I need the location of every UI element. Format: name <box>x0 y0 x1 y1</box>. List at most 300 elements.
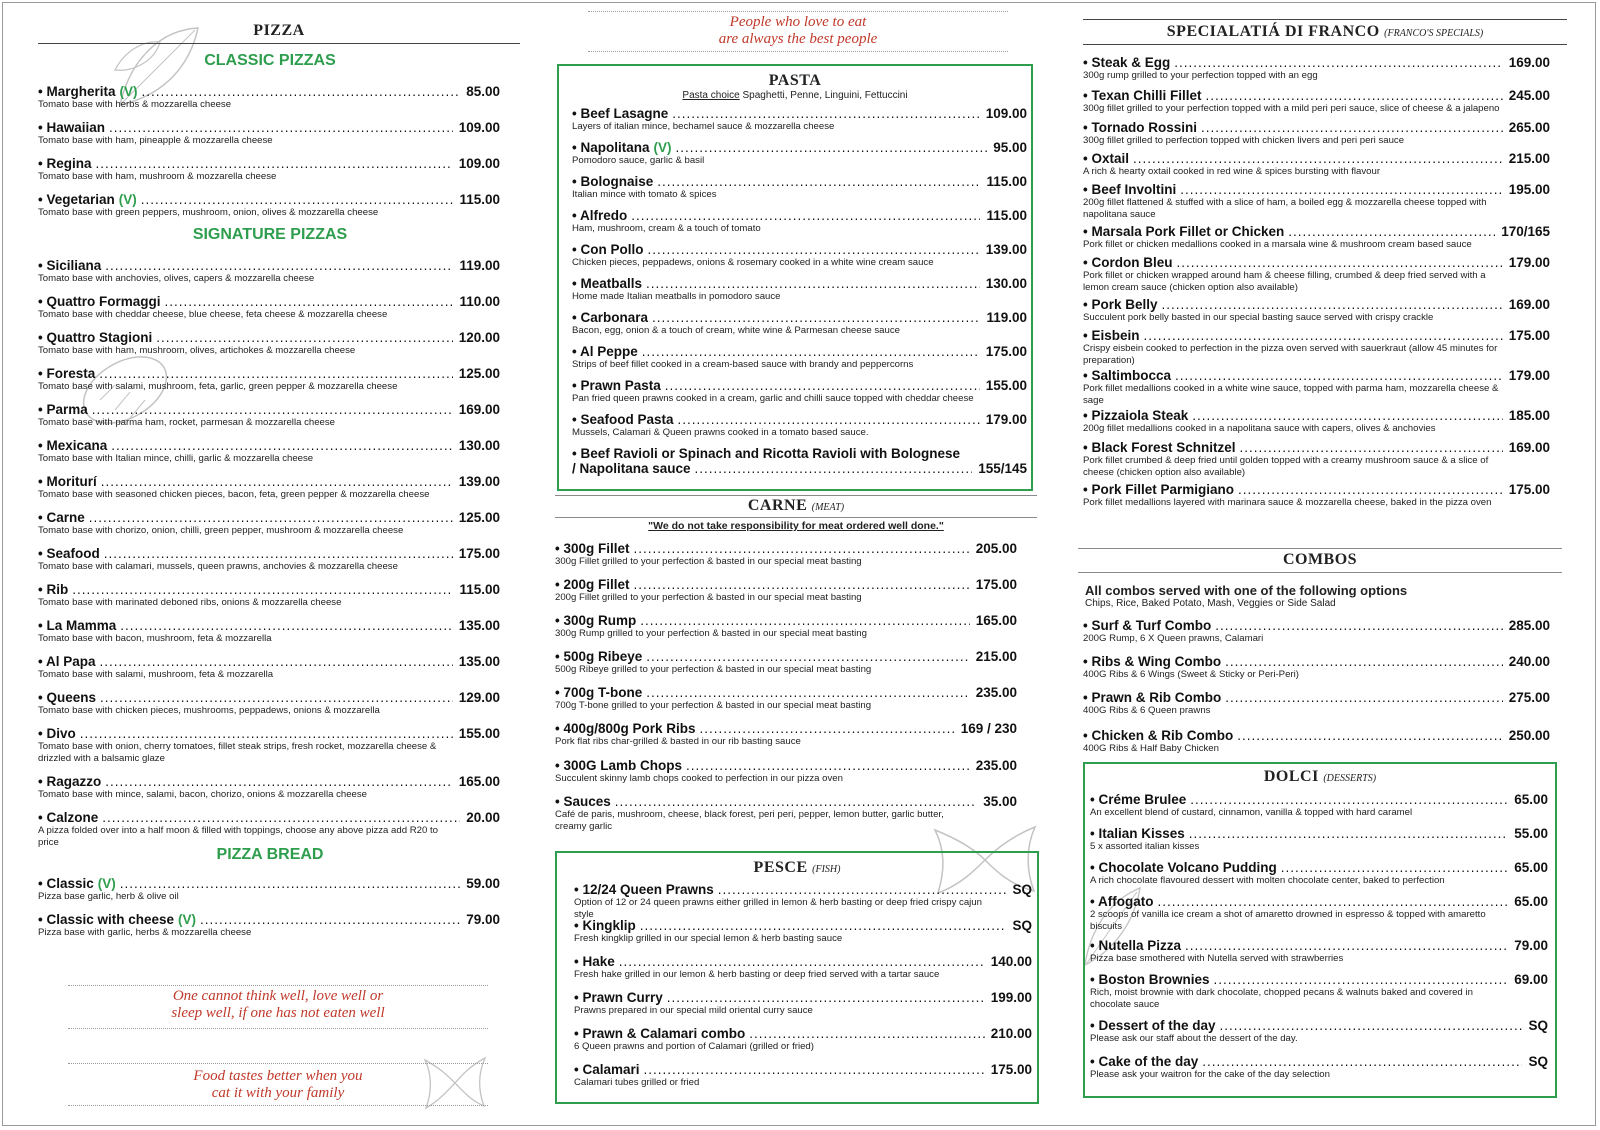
item-description: Tomato base with parma ham, rocket, parmesan & mozzarella cheese <box>38 417 336 428</box>
menu-item <box>1090 1018 1548 1045</box>
item-description: Tomato base with ham, mushroom, olives, artichokes & mozzarella cheese <box>38 345 356 356</box>
item-description: Tomato base with salami, mushroom, feta, garlic, green pepper & mozzarella cheese <box>38 381 398 392</box>
item-price: 175.00 <box>1508 482 1550 497</box>
quote-divider <box>68 985 488 986</box>
item-name: • Steak & Egg <box>1083 55 1171 70</box>
item-description: Café de paris, mushroom, cheese, black forest, peri peri, pepper, lemon butter, garlic butter, creamy garlic <box>555 809 944 832</box>
menu-item <box>1083 618 1550 645</box>
item-price: 155.00 <box>458 726 500 741</box>
item-price: 109.00 <box>458 120 500 135</box>
item-name: • Quattro Formaggi <box>38 294 161 309</box>
item-name: • 700g T-bone <box>555 685 643 700</box>
item-leader-dots <box>1215 618 1502 633</box>
item-leader-dots <box>141 192 454 207</box>
item-name: • Texan Chilli Fillet <box>1083 88 1202 103</box>
item-price: 235.00 <box>975 685 1017 700</box>
item-leader-dots <box>642 344 980 359</box>
signature-pizzas-title: SIGNATURE PIZZAS <box>192 226 348 243</box>
item-leader-dots <box>634 541 970 556</box>
item-name: • Italian Kisses <box>1090 826 1185 841</box>
item-description: 200g Fillet grilled to your perfection & basted in our special meat basting <box>555 592 862 603</box>
item-price: 169 / 230 <box>960 721 1017 736</box>
item-name: • Pork Fillet Parmigiano <box>1083 482 1235 497</box>
item-description: 300g Rump grilled to your perfection & basted in our special meat basting <box>555 628 867 639</box>
pasta-choice <box>557 90 1033 101</box>
item-price: 115.00 <box>459 582 500 597</box>
item-price: 119.00 <box>459 258 500 273</box>
item-price: 85.00 <box>466 84 500 99</box>
item-leader-dots <box>120 876 460 891</box>
item-price: 245.00 <box>1508 88 1550 103</box>
item-description: 200G Rump, 6 X Queen prawns, Calamari <box>1083 633 1264 644</box>
menu-item <box>38 330 500 357</box>
pasta-choice-list: Spaghetti, Penne, Linguini, Fettuccini <box>739 90 908 101</box>
item-price: 129.00 <box>458 690 500 705</box>
menu-item <box>572 344 1027 371</box>
item-name: • 500g Ribeye <box>555 649 643 664</box>
item-name: • Regina <box>38 156 92 171</box>
combos-intro: All combos served with one of the following options <box>1085 583 1408 598</box>
item-price: 65.00 <box>1514 860 1548 875</box>
item-name: • Prawn & Calamari combo <box>574 1026 746 1041</box>
menu-item <box>1090 972 1548 1010</box>
item-price: 120.00 <box>458 330 500 345</box>
item-price: 165.00 <box>975 613 1017 628</box>
menu-item <box>572 378 1027 405</box>
pizza-header: PIZZA <box>253 22 305 39</box>
specials-header-rule <box>1083 44 1567 45</box>
item-name: • Saltimbocca <box>1083 368 1172 383</box>
quote-best-people: People who love to eat are always the best people <box>718 14 878 47</box>
vegetarian-badge: (V) <box>178 912 197 927</box>
pesce-header: PESCE (FISH) <box>753 859 841 876</box>
item-price: 169.00 <box>458 402 500 417</box>
item-leader-dots <box>1192 408 1502 423</box>
menu-item <box>1083 224 1550 251</box>
menu-item <box>572 140 1027 167</box>
item-price: 175.00 <box>975 577 1017 592</box>
item-leader-dots <box>1206 88 1503 103</box>
item-price: 125.00 <box>458 366 500 381</box>
item-leader-dots <box>640 613 969 628</box>
item-leader-dots <box>92 402 453 417</box>
menu-item <box>572 242 1027 269</box>
item-leader-dots <box>1157 894 1508 909</box>
item-leader-dots <box>142 84 461 99</box>
item-name: • Carne <box>38 510 85 525</box>
item-name: • Carbonara <box>572 310 648 325</box>
specials-header: SPECIALATIÁ DI FRANCO (FRANCO'S SPECIALS) <box>1166 23 1484 40</box>
menu-item <box>38 810 500 848</box>
menu-item <box>574 990 1032 1017</box>
item-description: Succulent skinny lamb chops cooked to perfection in our pizza oven <box>555 773 843 784</box>
item-name: • Chicken & Rib Combo <box>1083 728 1234 743</box>
item-leader-dots <box>634 577 970 592</box>
item-name: • Eisbein <box>1083 328 1140 343</box>
item-leader-dots <box>100 654 453 669</box>
item-name: • Beef Involtini <box>1083 182 1177 197</box>
item-price: 235.00 <box>975 758 1017 773</box>
item-price: 205.00 <box>975 541 1017 556</box>
item-leader-dots <box>1133 151 1503 166</box>
item-description: Please ask our staff about the dessert of the day. <box>1090 1033 1298 1044</box>
item-description: 400G Ribs & Half Baby Chicken <box>1083 743 1219 754</box>
item-description: 5 x assorted italian kisses <box>1090 841 1200 852</box>
item-price: 119.00 <box>986 310 1027 325</box>
item-price: 265.00 <box>1508 120 1550 135</box>
menu-item <box>1083 654 1550 681</box>
menu-item <box>1083 408 1550 435</box>
item-price: 155/145 <box>978 461 1027 476</box>
item-description: Rich, moist brownie with dark chocolate, chopped pecans & walnuts baked and covered in chocolate sauce <box>1090 987 1473 1010</box>
item-name: • Calamari <box>574 1062 640 1077</box>
item-name: • 12/24 Queen Prawns <box>574 882 714 897</box>
item-leader-dots <box>72 582 453 597</box>
item-description: Bacon, egg, onion & a touch of cream, white wine & Parmesan cheese sauce <box>572 325 900 336</box>
item-price: 69.00 <box>1514 972 1548 987</box>
menu-item <box>1090 826 1548 853</box>
item-name: • 400g/800g Pork Ribs <box>555 721 696 736</box>
combos-header: COMBOS <box>1282 551 1358 568</box>
combos-header-rule-top <box>1078 548 1562 549</box>
item-description: A rich & hearty oxtail cooked in red wine & spices bursting with flavour <box>1083 166 1381 177</box>
item-leader-dots <box>646 276 980 291</box>
item-description: Tomato base with cheddar cheese, blue cheese, feta cheese & mozzarella cheese <box>38 309 388 320</box>
item-name: • Nutella Pizza <box>1090 938 1181 953</box>
item-leader-dots <box>101 474 453 489</box>
menu-item <box>574 882 1032 920</box>
item-description: 200g fillet medallions cooked in a napolitana sauce with capers, olives & anchovies <box>1083 423 1436 434</box>
menu-item <box>1090 1054 1548 1081</box>
item-description: 400G Ribs & 6 Queen prawns <box>1083 705 1211 716</box>
item-description: Option of 12 or 24 queen prawns either grilled in lemon & herb basting or deep fried crispy cajun style <box>574 897 982 920</box>
item-price: 35.00 <box>983 794 1017 809</box>
item-leader-dots <box>1175 368 1503 383</box>
item-price: 210.00 <box>990 1026 1032 1041</box>
item-leader-dots <box>105 774 452 789</box>
item-description: Pan fried queen prawns cooked in a cream, garlic and chilli sauce topped with cheddar cheese <box>572 393 974 404</box>
item-name: • Meatballs <box>572 276 642 291</box>
item-leader-dots <box>1202 1054 1522 1069</box>
item-name: • Classic with cheese <box>38 912 175 927</box>
item-leader-dots <box>89 510 453 525</box>
item-description: Pizza base garlic, herb & olive oil <box>38 891 179 902</box>
item-price: 179.00 <box>1508 368 1550 383</box>
menu-item <box>1083 151 1550 178</box>
item-description: Pork fillet medallions cooked in a white wine sauce, topped with parma ham, mozzarella cheese & sage <box>1083 383 1499 406</box>
item-price: 169.00 <box>1508 297 1550 312</box>
quote-family: Food tastes better when you cat it with your family <box>193 1068 363 1101</box>
item-leader-dots <box>1144 328 1503 343</box>
item-price: 139.00 <box>985 242 1027 257</box>
item-leader-dots <box>1288 224 1495 239</box>
item-name: • Beef Lasagne <box>572 106 669 121</box>
item-name: • Rib <box>38 582 69 597</box>
item-leader-dots <box>96 156 453 171</box>
item-description: 300g rump grilled to your perfection topped with an egg <box>1083 70 1318 81</box>
menu-item <box>555 577 1017 604</box>
item-description: 300g fillet grilled to perfection topped with chicken livers and peri peri sauce <box>1083 135 1405 146</box>
item-description: Tomato base with bacon, mushroom, feta & mozzarella <box>38 633 272 644</box>
menu-item <box>38 192 500 219</box>
item-description: Tomato base with marinated deboned ribs, onions & mozzarella cheese <box>38 597 342 608</box>
item-description: Succulent pork belly basted in our special basting sauce served with crispy crackle <box>1083 312 1434 323</box>
item-leader-dots <box>646 685 969 700</box>
item-price: SQ <box>1012 918 1032 933</box>
item-name: • Affogato <box>1090 894 1154 909</box>
item-leader-dots <box>678 412 980 427</box>
item-leader-dots <box>631 208 980 223</box>
item-name: • Quattro Stagioni <box>38 330 153 345</box>
item-leader-dots <box>640 918 1007 933</box>
item-price: 199.00 <box>990 990 1032 1005</box>
item-name: • Prawn Pasta <box>572 378 661 393</box>
menu-item <box>38 546 500 573</box>
quote-divider <box>68 1063 488 1064</box>
menu-item <box>38 402 500 429</box>
vegetarian-badge: (V) <box>653 140 672 155</box>
item-name: • Black Forest Schnitzel <box>1083 440 1236 455</box>
item-description: 2 scoops of vanilla ice cream a shot of amaretto drowned in espresso & topped with amaretto biscuits <box>1090 909 1486 932</box>
item-leader-dots <box>615 794 977 809</box>
item-name: • Al Peppe <box>572 344 638 359</box>
item-name: • Divo <box>38 726 76 741</box>
item-price: 130.00 <box>985 276 1027 291</box>
item-description: Chicken pieces, peppadews, onions & rosemary cooked in a white wine cream sauce <box>572 257 934 268</box>
item-price: 115.00 <box>986 174 1027 189</box>
menu-item <box>1090 938 1548 965</box>
item-price: 140.00 <box>990 954 1032 969</box>
carne-header: CARNE (MEAT) <box>747 497 845 514</box>
item-name: • Classic <box>38 876 94 891</box>
item-price: 240.00 <box>1508 654 1550 669</box>
item-price: 130.00 <box>458 438 500 453</box>
item-leader-dots <box>652 310 980 325</box>
item-price: SQ <box>1528 1054 1548 1069</box>
item-price: 170/165 <box>1501 224 1550 239</box>
item-price: 175.00 <box>1508 328 1550 343</box>
menu-item <box>38 582 500 609</box>
item-leader-dots <box>1174 55 1502 70</box>
menu-item <box>1083 728 1550 755</box>
item-description: Tomato base with green peppers, mushroom, onion, olives & mozzarella cheese <box>38 207 379 218</box>
menu-item <box>572 310 1027 337</box>
item-leader-dots <box>200 912 460 927</box>
menu-item <box>38 876 500 903</box>
quote-divider <box>68 1028 488 1029</box>
item-name: • La Mamma <box>38 618 117 633</box>
item-name: • Parma <box>38 402 88 417</box>
item-leader-dots <box>1220 1018 1523 1033</box>
item-leader-dots <box>665 378 980 393</box>
item-name: • Tornado Rossini <box>1083 120 1197 135</box>
menu-item <box>38 912 500 939</box>
item-price: 79.00 <box>1514 938 1548 953</box>
quote-divider <box>68 1105 488 1106</box>
menu-item <box>38 294 500 321</box>
item-price: 110.00 <box>459 294 500 309</box>
menu-item <box>555 649 1017 676</box>
item-price: SQ <box>1012 882 1032 897</box>
item-description: Prawns prepared in our special mild oriental curry sauce <box>574 1005 813 1016</box>
quote-divider <box>588 51 1008 52</box>
item-name: • Margherita <box>38 84 116 99</box>
menu-item <box>38 156 500 183</box>
item-leader-dots <box>700 721 955 736</box>
item-price: 165.00 <box>458 774 500 789</box>
item-leader-dots <box>102 810 460 825</box>
combos-options: Chips, Rice, Baked Potato, Mash, Veggies or Side Salad <box>1085 598 1336 609</box>
menu-item <box>555 721 1017 748</box>
item-leader-dots <box>1240 440 1503 455</box>
item-leader-dots <box>111 438 452 453</box>
item-name: / Napolitana sauce <box>572 461 691 476</box>
item-price: 65.00 <box>1514 792 1548 807</box>
item-description: Fresh hake grilled in our lemon & herb basting or deep fried served with a tartar sauce <box>574 969 940 980</box>
item-price: 179.00 <box>985 412 1027 427</box>
menu-item <box>38 366 500 393</box>
item-name: • Kingklip <box>574 918 636 933</box>
item-description: Pizza base smothered with Nutella served with strawberries <box>1090 953 1344 964</box>
item-leader-dots <box>667 990 985 1005</box>
item-description: Calamari tubes grilled or fried <box>574 1077 700 1088</box>
item-description: Pork flat ribs char-grilled & basted in our rib basting sauce <box>555 736 801 747</box>
item-price: 135.00 <box>458 654 500 669</box>
item-description: Tomato base with anchovies, olives, capers & mozzarella cheese <box>38 273 315 284</box>
item-description: Tomato base with chicken pieces, mushrooms, peppadews, onions & mozzarella <box>38 705 380 716</box>
item-name: • 200g Fillet <box>555 577 630 592</box>
item-leader-dots <box>1176 255 1502 270</box>
item-name: • Foresta <box>38 366 96 381</box>
item-leader-dots <box>1281 860 1508 875</box>
item-description: Pork fillet crumbed & deep fried until golden topped with a creamy mushroom sauce & a slice of cheese (chicken option also available) <box>1083 455 1489 478</box>
item-price: 215.00 <box>1508 151 1550 166</box>
item-leader-dots <box>646 649 969 664</box>
menu-item <box>1083 88 1550 115</box>
item-description: An excellent blend of custard, cinnamon, vanilla & topped with hard caramel <box>1090 807 1413 818</box>
pasta-header: PASTA <box>768 72 822 89</box>
item-name: • Cake of the day <box>1090 1054 1199 1069</box>
item-leader-dots <box>100 690 453 705</box>
item-leader-dots <box>1190 792 1508 807</box>
item-name: • Alfredo <box>572 208 628 223</box>
item-description: Pizza base with garlic, herbs & mozzarella cheese <box>38 927 252 938</box>
item-description: Italian mince with tomato & spices <box>572 189 717 200</box>
item-price: 95.00 <box>993 140 1027 155</box>
item-leader-dots <box>644 1062 985 1077</box>
item-description: Pork fillet or chicken wrapped around ham & cheese filling, crumbed & deep fried served with a lemon cream sauce (chicken option also available) <box>1083 270 1486 293</box>
item-description: Pork fillet medallions layered with marinara sauce & mozzarella cheese, baked in the pizza oven <box>1083 497 1492 508</box>
item-price: 115.00 <box>459 192 500 207</box>
item-price: SQ <box>1528 1018 1548 1033</box>
item-price: 195.00 <box>1508 182 1550 197</box>
item-description: Please ask your waitron for the cake of the day selection <box>1090 1069 1330 1080</box>
item-name: • Pork Belly <box>1083 297 1158 312</box>
item-description: Tomato base with chorizo, onion, chilli, green pepper, mushroom & mozzarella cheese <box>38 525 404 536</box>
item-name: • Dessert of the day <box>1090 1018 1216 1033</box>
menu-item <box>1083 120 1550 147</box>
item-leader-dots <box>120 618 452 633</box>
item-description: Tomato base with ham, mushroom & mozzarella cheese <box>38 171 277 182</box>
item-leader-dots <box>647 242 979 257</box>
item-leader-dots <box>657 174 980 189</box>
menu-item <box>1083 690 1550 717</box>
item-price: 250.00 <box>1508 728 1550 743</box>
item-name: • Prawn & Rib Combo <box>1083 690 1222 705</box>
item-description: A pizza folded over into a half moon & filled with toppings, choose any above pizza add R20 to price <box>38 825 438 848</box>
vegetarian-badge: (V) <box>119 84 138 99</box>
item-name: • Vegetarian <box>38 192 115 207</box>
menu-item <box>38 654 500 681</box>
item-leader-dots <box>1238 482 1503 497</box>
classic-pizzas-title: CLASSIC PIZZAS <box>204 52 336 69</box>
item-leader-dots <box>686 758 970 773</box>
item-name: • Al Papa <box>38 654 96 669</box>
quote-divider <box>588 11 1008 12</box>
item-name: • Prawn Curry <box>574 990 663 1005</box>
carne-notice: "We do not take responsibility for meat ordered well done." <box>648 520 944 532</box>
item-price: 109.00 <box>458 156 500 171</box>
item-price: 169.00 <box>1508 55 1550 70</box>
item-description: Strips of beef fillet cooked in a cream-based sauce with brandy and peppercorns <box>572 359 914 370</box>
item-price: 125.00 <box>458 510 500 525</box>
menu-item <box>555 794 1017 832</box>
item-leader-dots <box>1189 826 1508 841</box>
menu-item <box>38 618 500 645</box>
item-name: • Seafood <box>38 546 100 561</box>
item-name: • Calzone <box>38 810 99 825</box>
vegetarian-badge: (V) <box>97 876 116 891</box>
item-price: 55.00 <box>1514 826 1548 841</box>
item-description: Pomodoro sauce, garlic & basil <box>572 155 705 166</box>
menu-item <box>574 1026 1032 1053</box>
menu-item <box>555 613 1017 640</box>
specials-header-rule-top <box>1083 19 1567 20</box>
item-description: 200g fillet flattened & stuffed with a slice of ham, a boiled egg & mozzarella cheese topped with napolitana sauce <box>1083 197 1487 220</box>
menu-item <box>572 276 1027 303</box>
item-price: 169.00 <box>1508 440 1550 455</box>
item-leader-dots <box>99 366 452 381</box>
menu-item <box>1083 328 1550 366</box>
item-description: 500g Ribeye grilled to your perfection & basted in our special meat basting <box>555 664 872 675</box>
menu-item <box>1083 482 1550 509</box>
item-leader-dots <box>1225 690 1502 705</box>
item-name: • Moriturí <box>38 474 97 489</box>
menu-item <box>1083 182 1550 220</box>
item-price: 215.00 <box>975 649 1017 664</box>
pizza-bread-title: PIZZA BREAD <box>216 846 324 863</box>
item-leader-dots <box>1213 972 1508 987</box>
menu-item <box>38 510 500 537</box>
menu-item-ravioli <box>572 446 1027 476</box>
item-price: 285.00 <box>1508 618 1550 633</box>
menu-item <box>38 84 500 111</box>
menu-item <box>38 690 500 717</box>
menu-item <box>555 685 1017 712</box>
item-name: • Ragazzo <box>38 774 102 789</box>
item-name: • 300g Rump <box>555 613 637 628</box>
item-description: Tomato base with seasoned chicken pieces, bacon, feta, green pepper & mozzarella cheese <box>38 489 430 500</box>
combos-header-rule <box>1078 572 1562 573</box>
item-price: 179.00 <box>1508 255 1550 270</box>
item-leader-dots <box>676 140 988 155</box>
item-name: • 300G Lamb Chops <box>555 758 683 773</box>
item-leader-dots <box>104 546 453 561</box>
menu-item <box>1083 255 1550 293</box>
item-leader-dots <box>1225 654 1503 669</box>
item-description: 300g Fillet grilled to your perfection & basted in our special meat basting <box>555 556 862 567</box>
menu-item <box>1083 55 1550 82</box>
